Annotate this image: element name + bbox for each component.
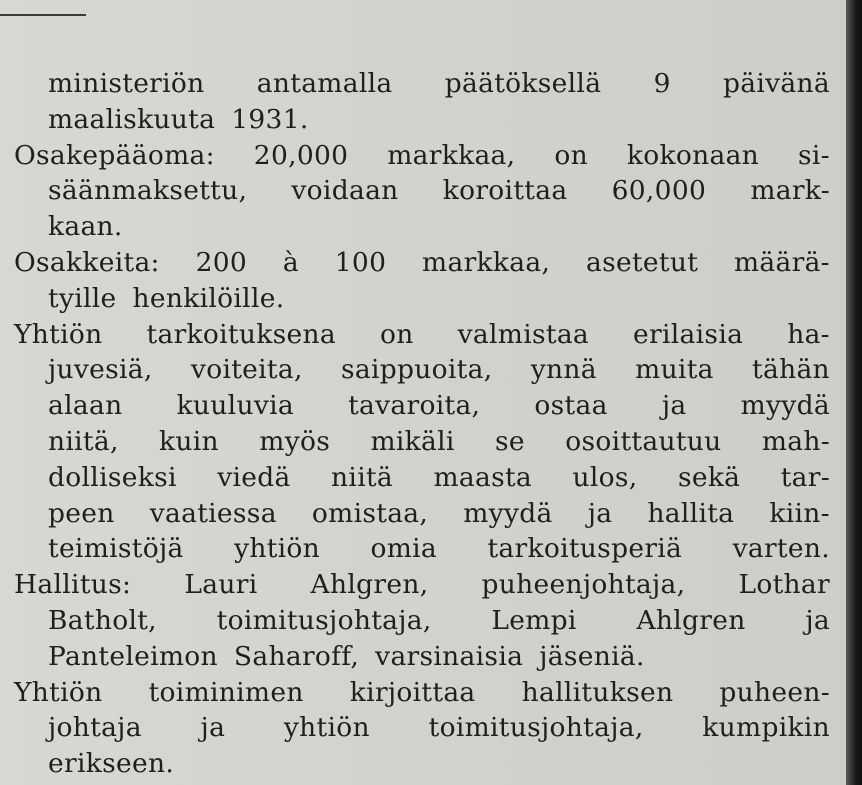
text-line: kaan. (48, 211, 123, 243)
text-line: Batholt, toimitusjohtaja, Lempi Ahlgren ja (48, 604, 830, 636)
text-line: niitä, kuin myös mikäli se osoittautuu mah- (48, 425, 830, 457)
top-rule (0, 14, 86, 16)
text-line: Osakkeita: 200 à 100 markkaa, asetetut määrä- (14, 246, 830, 278)
text-line: erikseen. (48, 748, 175, 780)
text-line: teimistöjä yhtiön omia tarkoitusperiä varten. (48, 533, 830, 565)
page-edge-shadow (846, 0, 862, 785)
text-line: johtaja ja yhtiön toimitusjohtaja, kumpikin (48, 712, 830, 744)
text-line: säänmaksettu, voidaan koroittaa 60,000 mark- (48, 175, 830, 207)
text-line: dolliseksi viedä niitä maasta ulos, sekä tar- (48, 461, 830, 493)
document-body (14, 66, 830, 782)
text-line: Yhtiön tarkoituksena on valmistaa erilaisia ha- (14, 318, 830, 350)
text-line: tyille henkilöille. (48, 282, 285, 314)
text-line: Yhtiön toiminimen kirjoittaa hallituksen puheen- (14, 676, 830, 708)
text-line: Hallitus: Lauri Ahlgren, puheenjohtaja, Lothar (14, 569, 830, 601)
text-line: maaliskuuta 1931. (48, 103, 309, 135)
text-line: ministeriön antamalla päätöksellä 9 päivänä (48, 68, 830, 99)
text-line: Osakepääoma: 20,000 markkaa, on kokonaan si- (14, 139, 830, 171)
text-line: juvesiä, voiteita, saippuoita, ynnä muita tähän (48, 354, 830, 386)
text-line: Panteleimon Saharoff, varsinaisia jäseniä. (48, 640, 645, 672)
text-line: alaan kuuluvia tavaroita, ostaa ja myydä (48, 390, 830, 422)
text-line: peen vaatiessa omistaa, myydä ja hallita kiin- (48, 497, 830, 529)
